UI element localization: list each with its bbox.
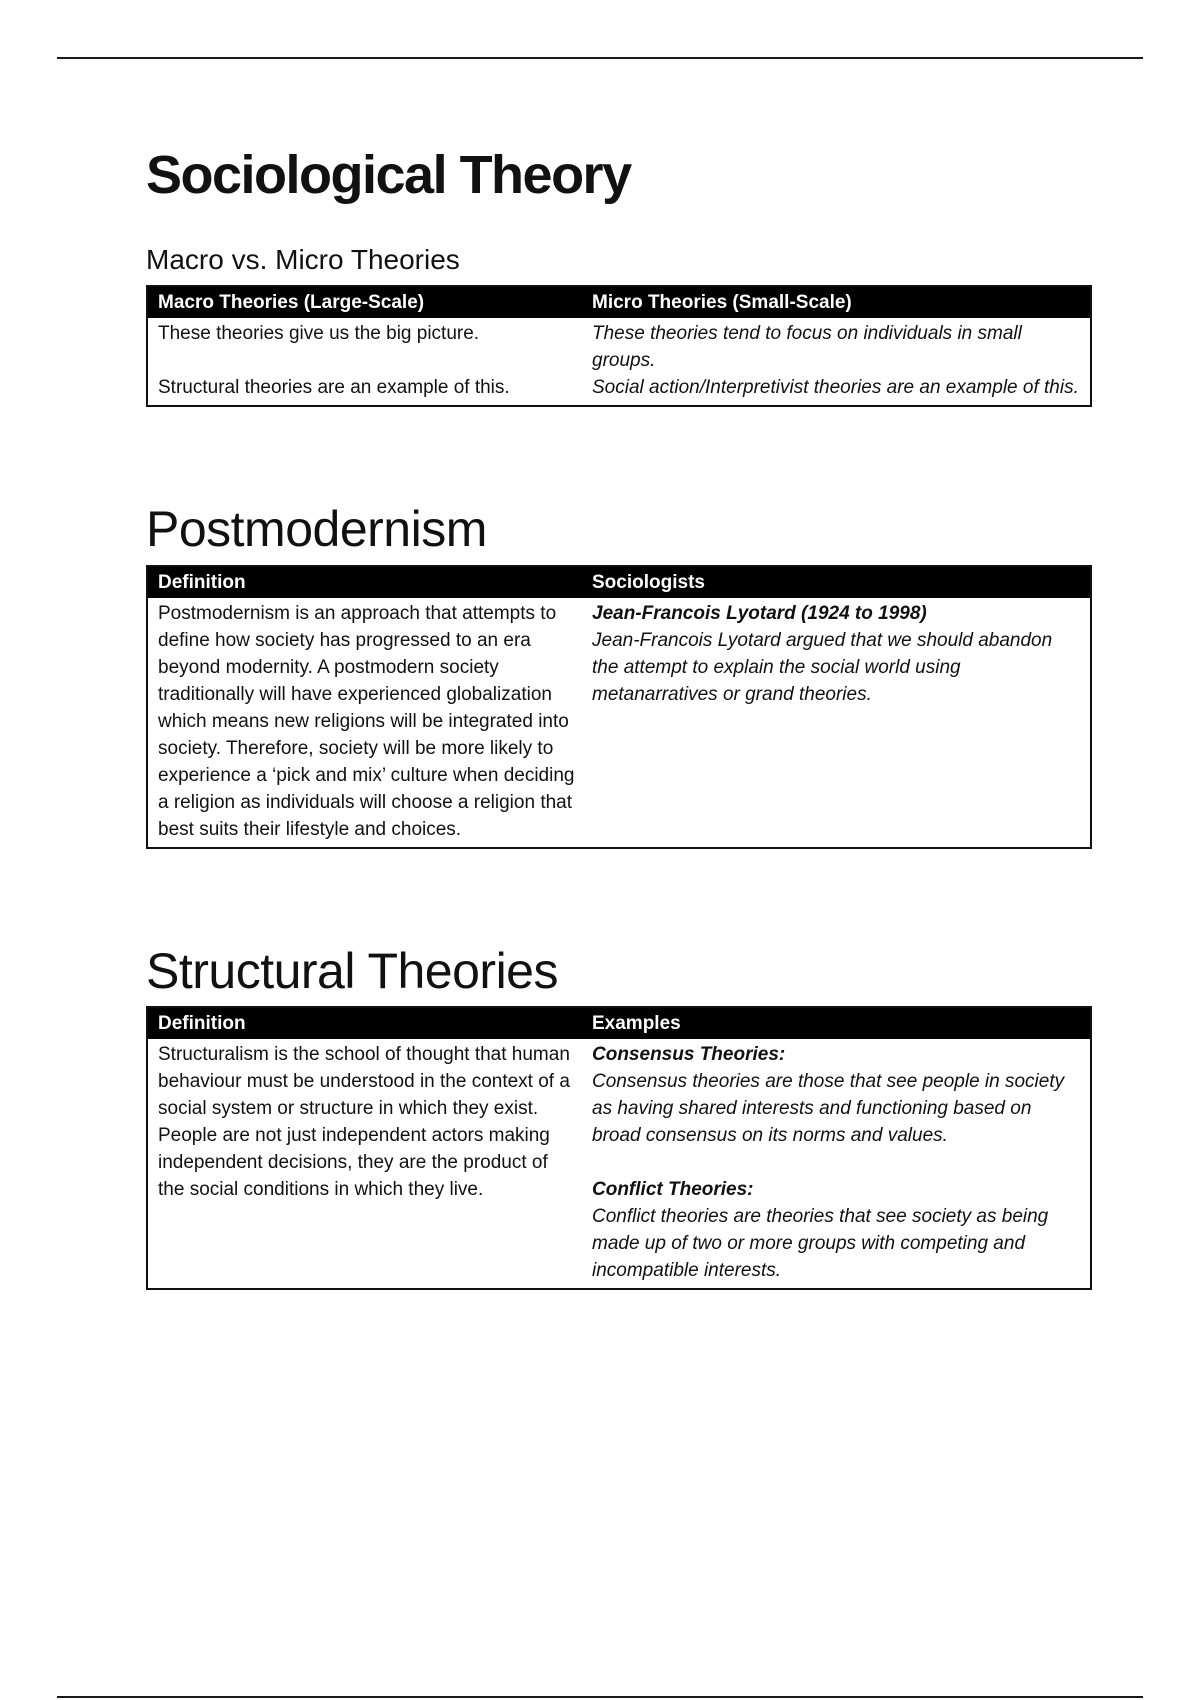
micro-cell	[582, 318, 1091, 406]
sociologist-cell	[582, 598, 1091, 848]
table-row	[147, 598, 1091, 848]
top-rule	[57, 57, 1143, 59]
table-row	[147, 1039, 1091, 1289]
table-row	[147, 318, 1091, 406]
table-header-row	[147, 566, 1091, 598]
example-text-conflict: Conflict theories are theories that see society as being made up of two or more groups with competing and incompatible interests.	[592, 1206, 1049, 1281]
sociologist-description: Jean-Francois Lyotard argued that we should abandon the attempt to explain the social world using metanarratives or grand theories.	[592, 630, 1053, 705]
macro-micro-table	[146, 285, 1092, 407]
table-header-row	[147, 1007, 1091, 1039]
example-name-conflict: Conflict Theories:	[592, 1179, 754, 1200]
structural-table	[146, 1006, 1092, 1290]
structural-heading: Structural Theories	[146, 943, 558, 999]
examples-cell	[582, 1039, 1091, 1289]
micro-row-1: These theories tend to focus on individuals in small groups.	[592, 323, 1022, 371]
column-header-micro: Micro Theories (Small-Scale)	[582, 286, 1091, 318]
postmodernism-definition: Postmodernism is an approach that attempts to define how society has progressed to an era beyond modernity. A postmodern society traditionally will have experienced globalization which means new religions will be integrated into society. Therefore, society will be more likely to experience a ‘pick and mix’ culture when deciding a religion as individuals will choose a religion that best suits their lifestyle and choices.	[158, 603, 575, 840]
macro-row-1: These theories give us the big picture.	[158, 323, 480, 344]
macro-cell	[147, 318, 582, 406]
structural-definition: Structuralism is the school of thought that human behaviour must be understood in the context of a social system or structure in which they exist. People are not just independent actors making independent decisions, they are the product of the social conditions in which they live.	[158, 1044, 570, 1200]
example-text-consensus: Consensus theories are those that see people in society as having shared interests and functioning based on broad consensus on its norms and values.	[592, 1071, 1065, 1146]
sociologist-name: Jean-Francois Lyotard (1924 to 1998)	[592, 603, 927, 624]
micro-row-2: Social action/Interpretivist theories are an example of this.	[592, 377, 1079, 398]
table-header-row	[147, 286, 1091, 318]
document-title: Sociological Theory	[146, 145, 631, 205]
column-header-macro: Macro Theories (Large-Scale)	[147, 286, 582, 318]
postmodernism-heading: Postmodernism	[146, 501, 487, 557]
example-name-consensus: Consensus Theories:	[592, 1044, 786, 1065]
bottom-rule	[57, 1696, 1143, 1698]
column-header-definition: Definition	[147, 566, 582, 598]
column-header-definition: Definition	[147, 1007, 582, 1039]
macro-micro-heading: Macro vs. Micro Theories	[146, 244, 460, 275]
column-header-sociologists: Sociologists	[582, 566, 1091, 598]
postmodernism-table	[146, 565, 1092, 849]
macro-row-2: Structural theories are an example of this.	[158, 377, 510, 398]
column-header-examples: Examples	[582, 1007, 1091, 1039]
